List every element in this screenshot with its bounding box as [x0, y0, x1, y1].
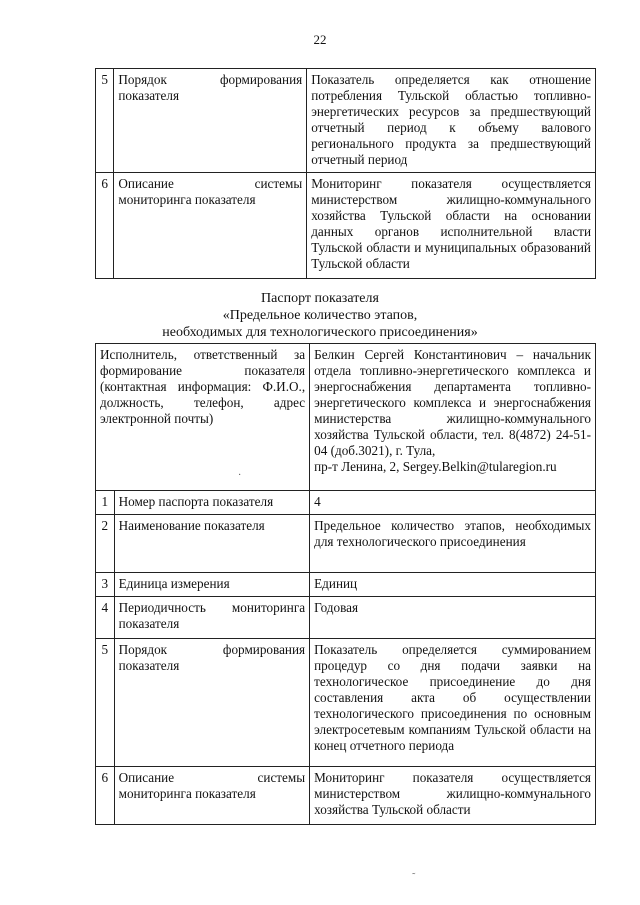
row-value: Показатель определяется как отношение потребления Тульской областью топливно-энергетических ресурсов за предшествующий отчетный период к объему валового регионального продукта за предшествующий отчетный период: [307, 69, 596, 173]
label-word: системы: [254, 176, 303, 191]
row-label: Наименование показателя: [114, 515, 310, 573]
row-label: [114, 639, 310, 767]
row-number: 4: [96, 597, 115, 639]
label-word: Описание: [118, 176, 174, 191]
row-number: 5: [96, 69, 114, 173]
page-number: 22: [313, 32, 327, 47]
row-label: [114, 69, 307, 173]
table-row: [96, 515, 596, 573]
label-word: показателя: [118, 616, 180, 631]
row-label: [114, 767, 310, 825]
label-word: Описание: [118, 770, 175, 785]
row-label: Номер паспорта показателя: [114, 491, 310, 515]
label-word: системы: [257, 770, 306, 785]
table-row: [96, 767, 596, 825]
table-row: [96, 573, 596, 597]
row-label: Единица измерения: [114, 573, 310, 597]
label-word: мониторинга показателя: [118, 786, 256, 801]
row-number: 6: [96, 767, 115, 825]
passport-title: [0, 290, 640, 341]
label-word: формирования: [219, 72, 303, 87]
row-number: 2: [96, 515, 115, 573]
table-row: [96, 173, 596, 279]
row-value: Предельное количество этапов, необходимых для технологического присоединения: [310, 515, 596, 573]
table-row: [96, 69, 596, 173]
row-value: Мониторинг показателя осуществляется министерством жилищно-коммунального хозяйства Тульской области: [310, 767, 596, 825]
row-value: Единиц: [310, 573, 596, 597]
label-word: мониторинга показателя: [118, 192, 256, 207]
scan-speck: ·: [238, 470, 242, 481]
label-word: формирования: [222, 642, 306, 657]
executor-contact: пр-т Ленина, 2, Sergey.Belkin@tularegion.ru: [314, 459, 557, 474]
label-word: Периодичность: [118, 600, 206, 615]
passport-table: [95, 343, 596, 825]
row-number: 5: [96, 639, 115, 767]
table-row: [96, 639, 596, 767]
row-number: 3: [96, 573, 115, 597]
row-value: Годовая: [310, 597, 596, 639]
executor-value: [310, 344, 596, 491]
label-word: Порядок: [118, 72, 167, 87]
row-number: 1: [96, 491, 115, 515]
label-word: Порядок: [118, 642, 168, 657]
passport-title-line: Паспорт показателя: [261, 291, 379, 306]
passport-title-line: необходимых для технологического присоединения»: [162, 325, 478, 340]
row-value: Мониторинг показателя осуществляется министерством жилищно-коммунального хозяйства Тульской области на основании данных органов исполнительной власти Тульской области и муниципальных образований Тульской области: [307, 173, 596, 279]
executor-row: [96, 344, 596, 491]
scan-speck: ˜: [412, 872, 416, 883]
label-word: показателя: [118, 658, 180, 673]
passport-title-line: «Предельное количество этапов,: [222, 308, 418, 323]
row-number: 6: [96, 173, 114, 279]
executor-label: Исполнитель, ответственный за формирование показателя (контактная информация: Ф.И.О., должность, телефон, адрес электронной почты): [96, 344, 310, 491]
table-row: [96, 597, 596, 639]
label-word: показателя: [118, 88, 180, 103]
row-value: 4: [310, 491, 596, 515]
executor-details: Белкин Сергей Константинович – начальник отдела топливно-энергетического комплекса и энергоснабжения департамента топливно-энергетического комплекса и энергоснабжения министерства жилищно-коммунального хозяйства Тульской области, тел. 8(4872) 24-51-04 (доб.3021), г. Тула,: [314, 347, 591, 458]
label-word: мониторинга: [231, 600, 306, 615]
row-value: Показатель определяется суммированием процедур со дня подачи заявки на технологическое присоединение до дня составления акта об осуществлении технологического присоединения по основным электросетевым компаниям Тульской области на конец отчетного периода: [310, 639, 596, 767]
table-row: [96, 491, 596, 515]
row-label: [114, 173, 307, 279]
top-indicator-table: [95, 68, 596, 279]
row-label: [114, 597, 310, 639]
